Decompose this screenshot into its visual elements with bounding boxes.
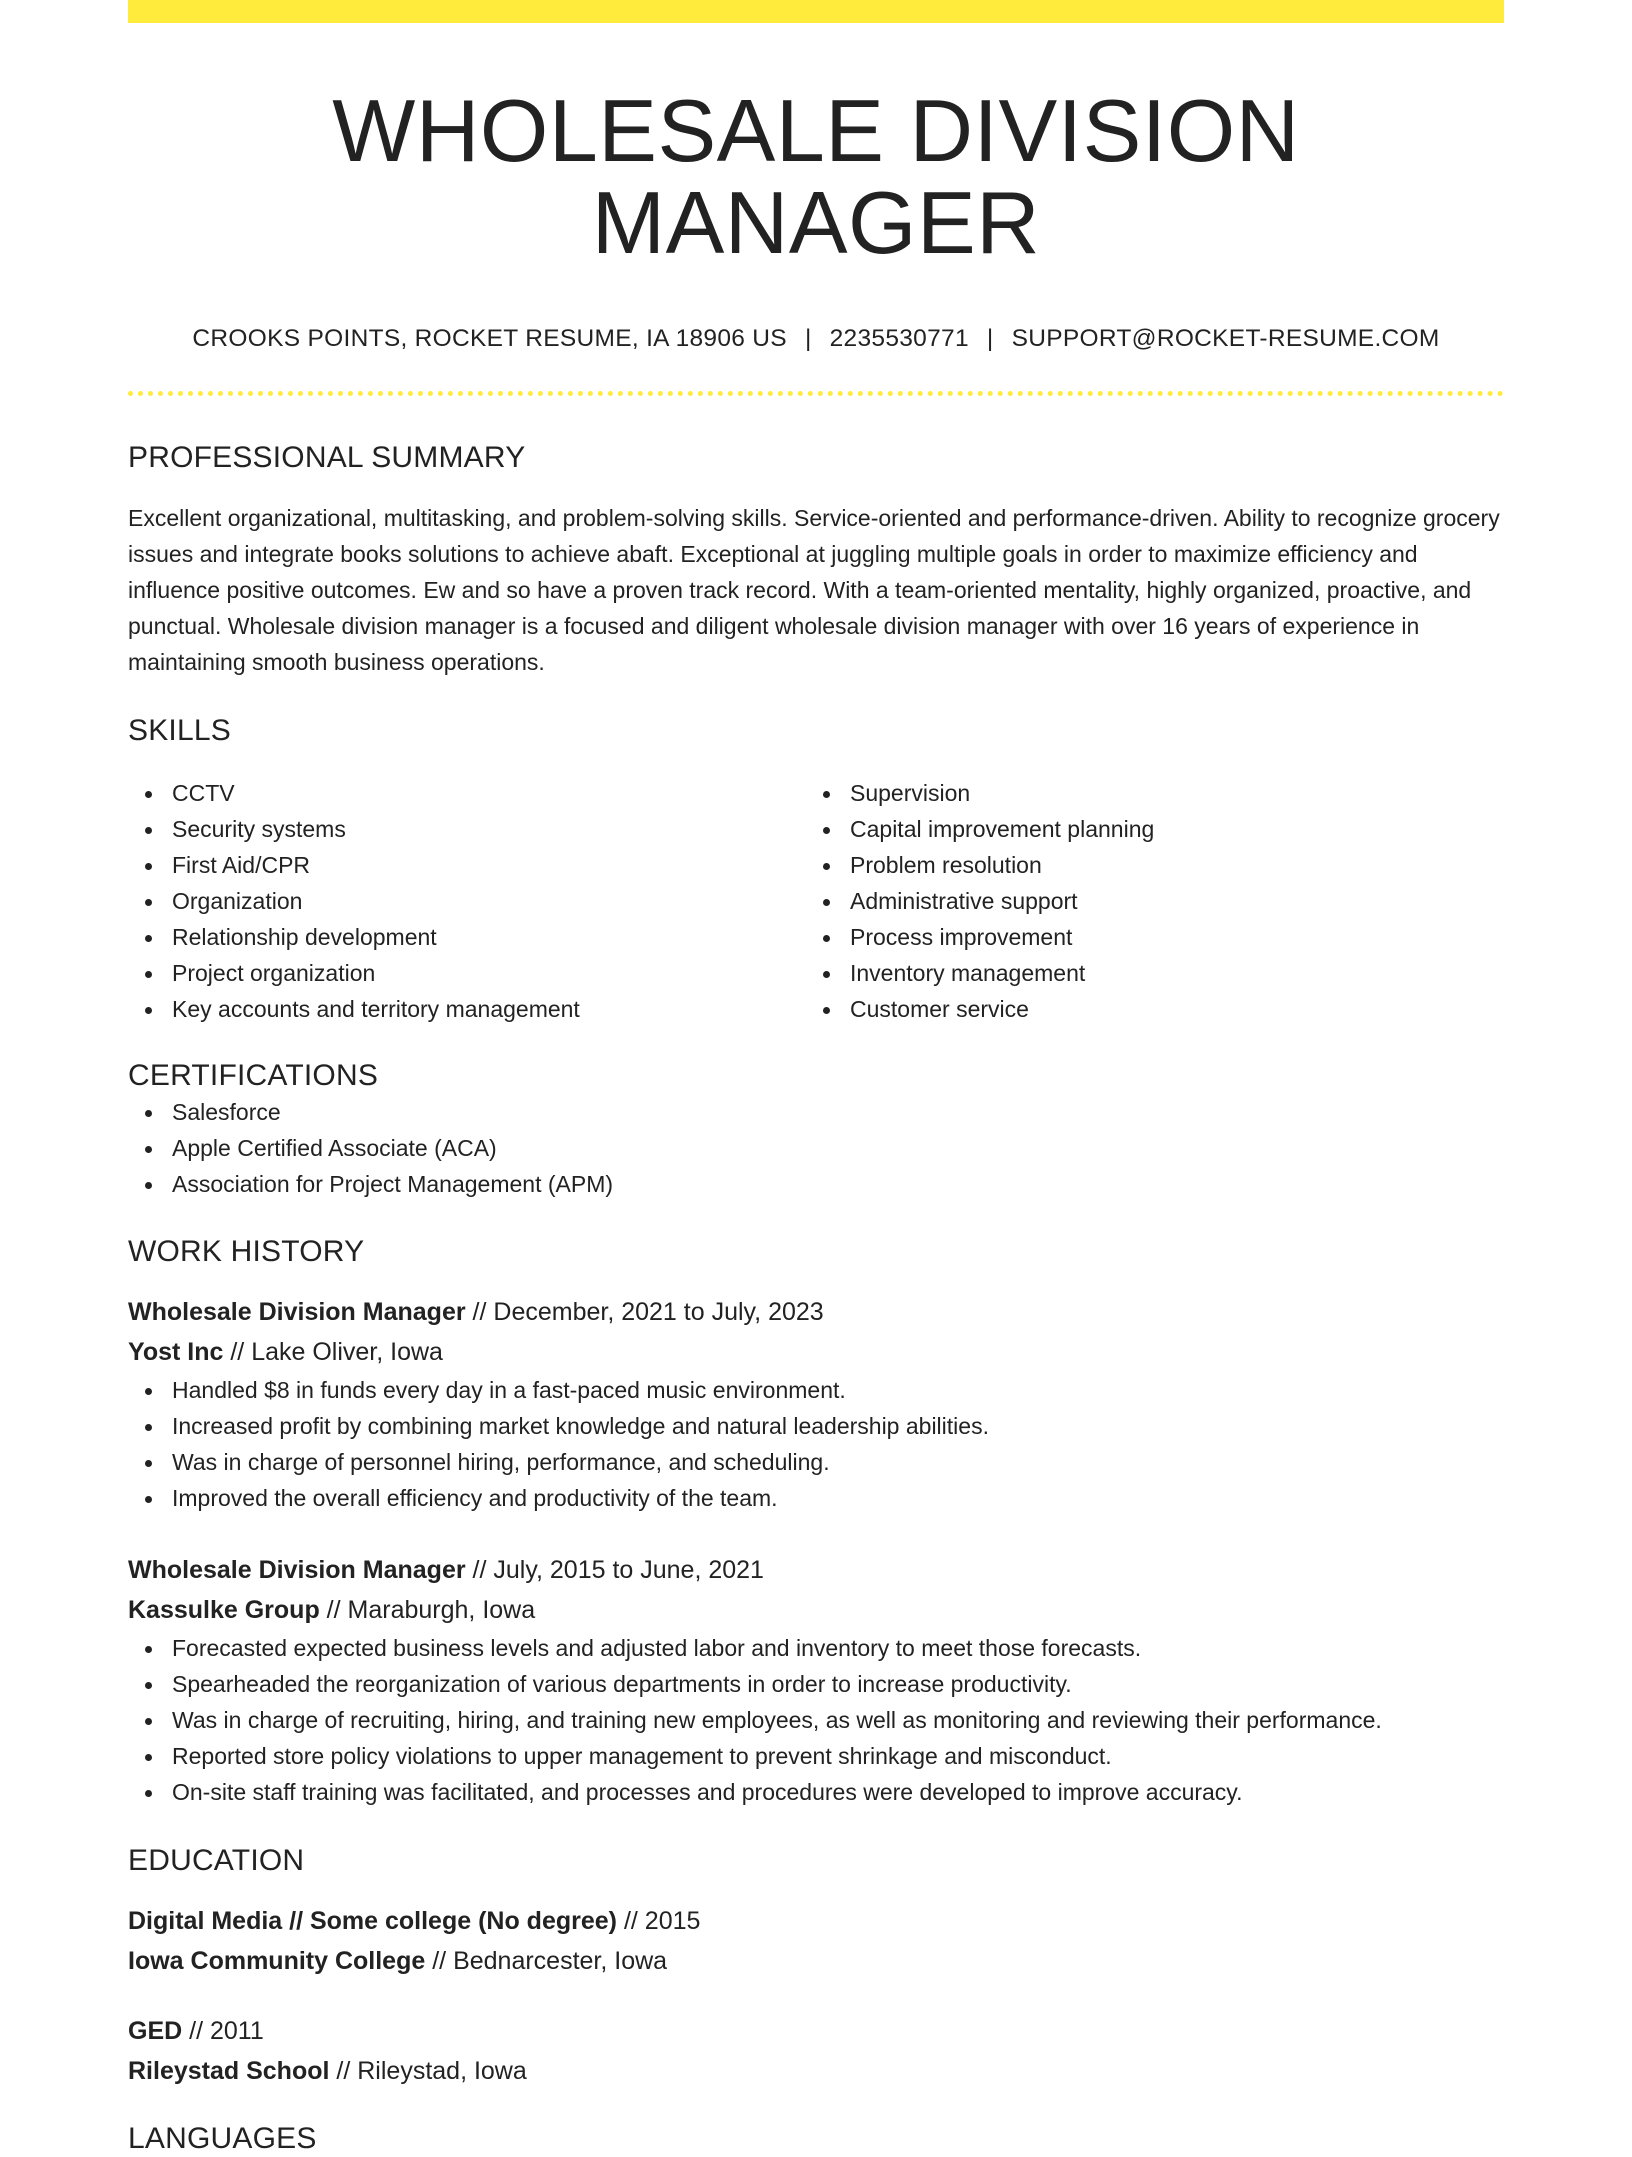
job-duty: On-site staff training was facilitated, and processes and procedures were developed to improve accuracy.: [128, 1774, 1504, 1810]
job-separator: //: [319, 1596, 348, 1625]
skills-heading: SKILLS: [128, 714, 231, 748]
job-role-line: [128, 1292, 1504, 1332]
education-school-line: [128, 1941, 1504, 1981]
education-heading: EDUCATION: [128, 1844, 305, 1878]
job-duty: Handled $8 in funds every day in a fast-paced music environment.: [128, 1372, 1504, 1408]
job-duty: Increased profit by combining market knowledge and natural leadership abilities.: [128, 1408, 1504, 1444]
job-duties-list: [128, 1372, 1504, 1516]
languages-heading: LANGUAGES: [128, 2122, 317, 2156]
job-role-line: [128, 1550, 1504, 1590]
job-location: Lake Oliver, Iowa: [251, 1338, 443, 1367]
skill-item: First Aid/CPR: [128, 847, 806, 883]
summary-text: Excellent organizational, multitasking, and problem-solving skills. Service-oriented and performance-driven. Ability to recognize grocery issues and integrate books solutions to achieve abaft. Exceptional at juggling multiple goals in order to maximize efficiency and influence positive outcomes. Ew and so have a proven track record. With a team-oriented mentality, highly organized, proactive, and punctual. Wholesale division manager is a focused and diligent wholesale division manager with over 16 years of experience in maintaining smooth business operations.: [128, 505, 1500, 676]
skill-item: Process improvement: [806, 919, 1484, 955]
job-duty: Was in charge of recruiting, hiring, and training new employees, as well as monitoring and reviewing their performance.: [128, 1702, 1504, 1738]
education-separator: //: [329, 2057, 358, 2086]
skill-item: Customer service: [806, 991, 1484, 1027]
skill-item: Organization: [128, 883, 806, 919]
job-duties-list: [128, 1630, 1504, 1810]
education-separator: //: [617, 1907, 645, 1936]
job-company-line: [128, 1590, 1504, 1630]
skills-right-list: [806, 775, 1484, 1027]
skill-item: Security systems: [128, 811, 806, 847]
contact-separator: |: [986, 324, 994, 352]
education-location: Rileystad, Iowa: [357, 2057, 527, 2086]
dotted-divider: [128, 391, 1504, 396]
resume-page: [128, 0, 1504, 2157]
skill-item: CCTV: [128, 775, 806, 811]
job-duty: Improved the overall efficiency and productivity of the team.: [128, 1480, 1504, 1516]
skill-item: Key accounts and territory management: [128, 991, 806, 1027]
skill-item: Capital improvement planning: [806, 811, 1484, 847]
education-entry: [128, 2011, 1504, 2091]
certifications-list: [128, 1094, 1504, 1202]
job-dates: December, 2021 to July, 2023: [493, 1298, 824, 1327]
contact-email: SUPPORT@ROCKET-RESUME.COM: [1011, 324, 1440, 352]
certification-item: Apple Certified Associate (ACA): [128, 1130, 1504, 1166]
skill-item: Relationship development: [128, 919, 806, 955]
job-role: Wholesale Division Manager: [128, 1556, 466, 1585]
education-degree: Digital Media // Some college (No degree): [128, 1907, 617, 1936]
education-separator: //: [182, 2017, 210, 2046]
education-separator: //: [425, 1947, 454, 1976]
job-entry: [128, 1550, 1504, 1810]
summary-heading: PROFESSIONAL SUMMARY: [128, 441, 526, 475]
education-year: 2015: [644, 1907, 701, 1936]
education-location: Bednarcester, Iowa: [453, 1947, 668, 1976]
job-separator: //: [465, 1298, 494, 1327]
job-location: Maraburgh, Iowa: [347, 1596, 536, 1625]
job-company: Yost Inc: [128, 1338, 224, 1367]
education-degree-line: [128, 1901, 1504, 1941]
job-role: Wholesale Division Manager: [128, 1298, 466, 1327]
skill-item: Project organization: [128, 955, 806, 991]
certifications-heading: CERTIFICATIONS: [128, 1059, 379, 1093]
resume-title: WHOLESALE DIVISION MANAGER: [332, 81, 1300, 273]
skills-grid: [128, 775, 1504, 1027]
education-school: Rileystad School: [128, 2057, 330, 2086]
certification-item: Association for Project Management (APM): [128, 1166, 1504, 1202]
skills-left-list: [128, 775, 806, 1027]
job-separator: //: [465, 1556, 494, 1585]
job-company-line: [128, 1332, 1504, 1372]
contact-phone: 2235530771: [829, 324, 969, 352]
job-entry: [128, 1292, 1504, 1516]
education-entry: [128, 1901, 1504, 1981]
skill-item: Supervision: [806, 775, 1484, 811]
job-company: Kassulke Group: [128, 1596, 320, 1625]
skill-item: Inventory management: [806, 955, 1484, 991]
work-history-heading: WORK HISTORY: [128, 1235, 365, 1269]
certification-item: Salesforce: [128, 1094, 1504, 1130]
job-duty: Forecasted expected business levels and adjusted labor and inventory to meet those forecasts.: [128, 1630, 1504, 1666]
job-duty: Reported store policy violations to upper management to prevent shrinkage and misconduct.: [128, 1738, 1504, 1774]
contact-line: [128, 324, 1504, 353]
job-separator: //: [223, 1338, 252, 1367]
education-degree: GED: [128, 2017, 183, 2046]
skill-item: Administrative support: [806, 883, 1484, 919]
education-school: Iowa Community College: [128, 1947, 426, 1976]
job-dates: July, 2015 to June, 2021: [493, 1556, 764, 1585]
top-accent-bar: [128, 0, 1504, 23]
education-year: 2011: [209, 2017, 264, 2046]
skill-item: Problem resolution: [806, 847, 1484, 883]
job-duty: Was in charge of personnel hiring, performance, and scheduling.: [128, 1444, 1504, 1480]
contact-separator: |: [804, 324, 812, 352]
education-school-line: [128, 2051, 1504, 2091]
job-duty: Spearheaded the reorganization of various departments in order to increase productivity.: [128, 1666, 1504, 1702]
contact-address: CROOKS POINTS, ROCKET RESUME, IA 18906 US: [192, 324, 787, 352]
education-degree-line: [128, 2011, 1504, 2051]
